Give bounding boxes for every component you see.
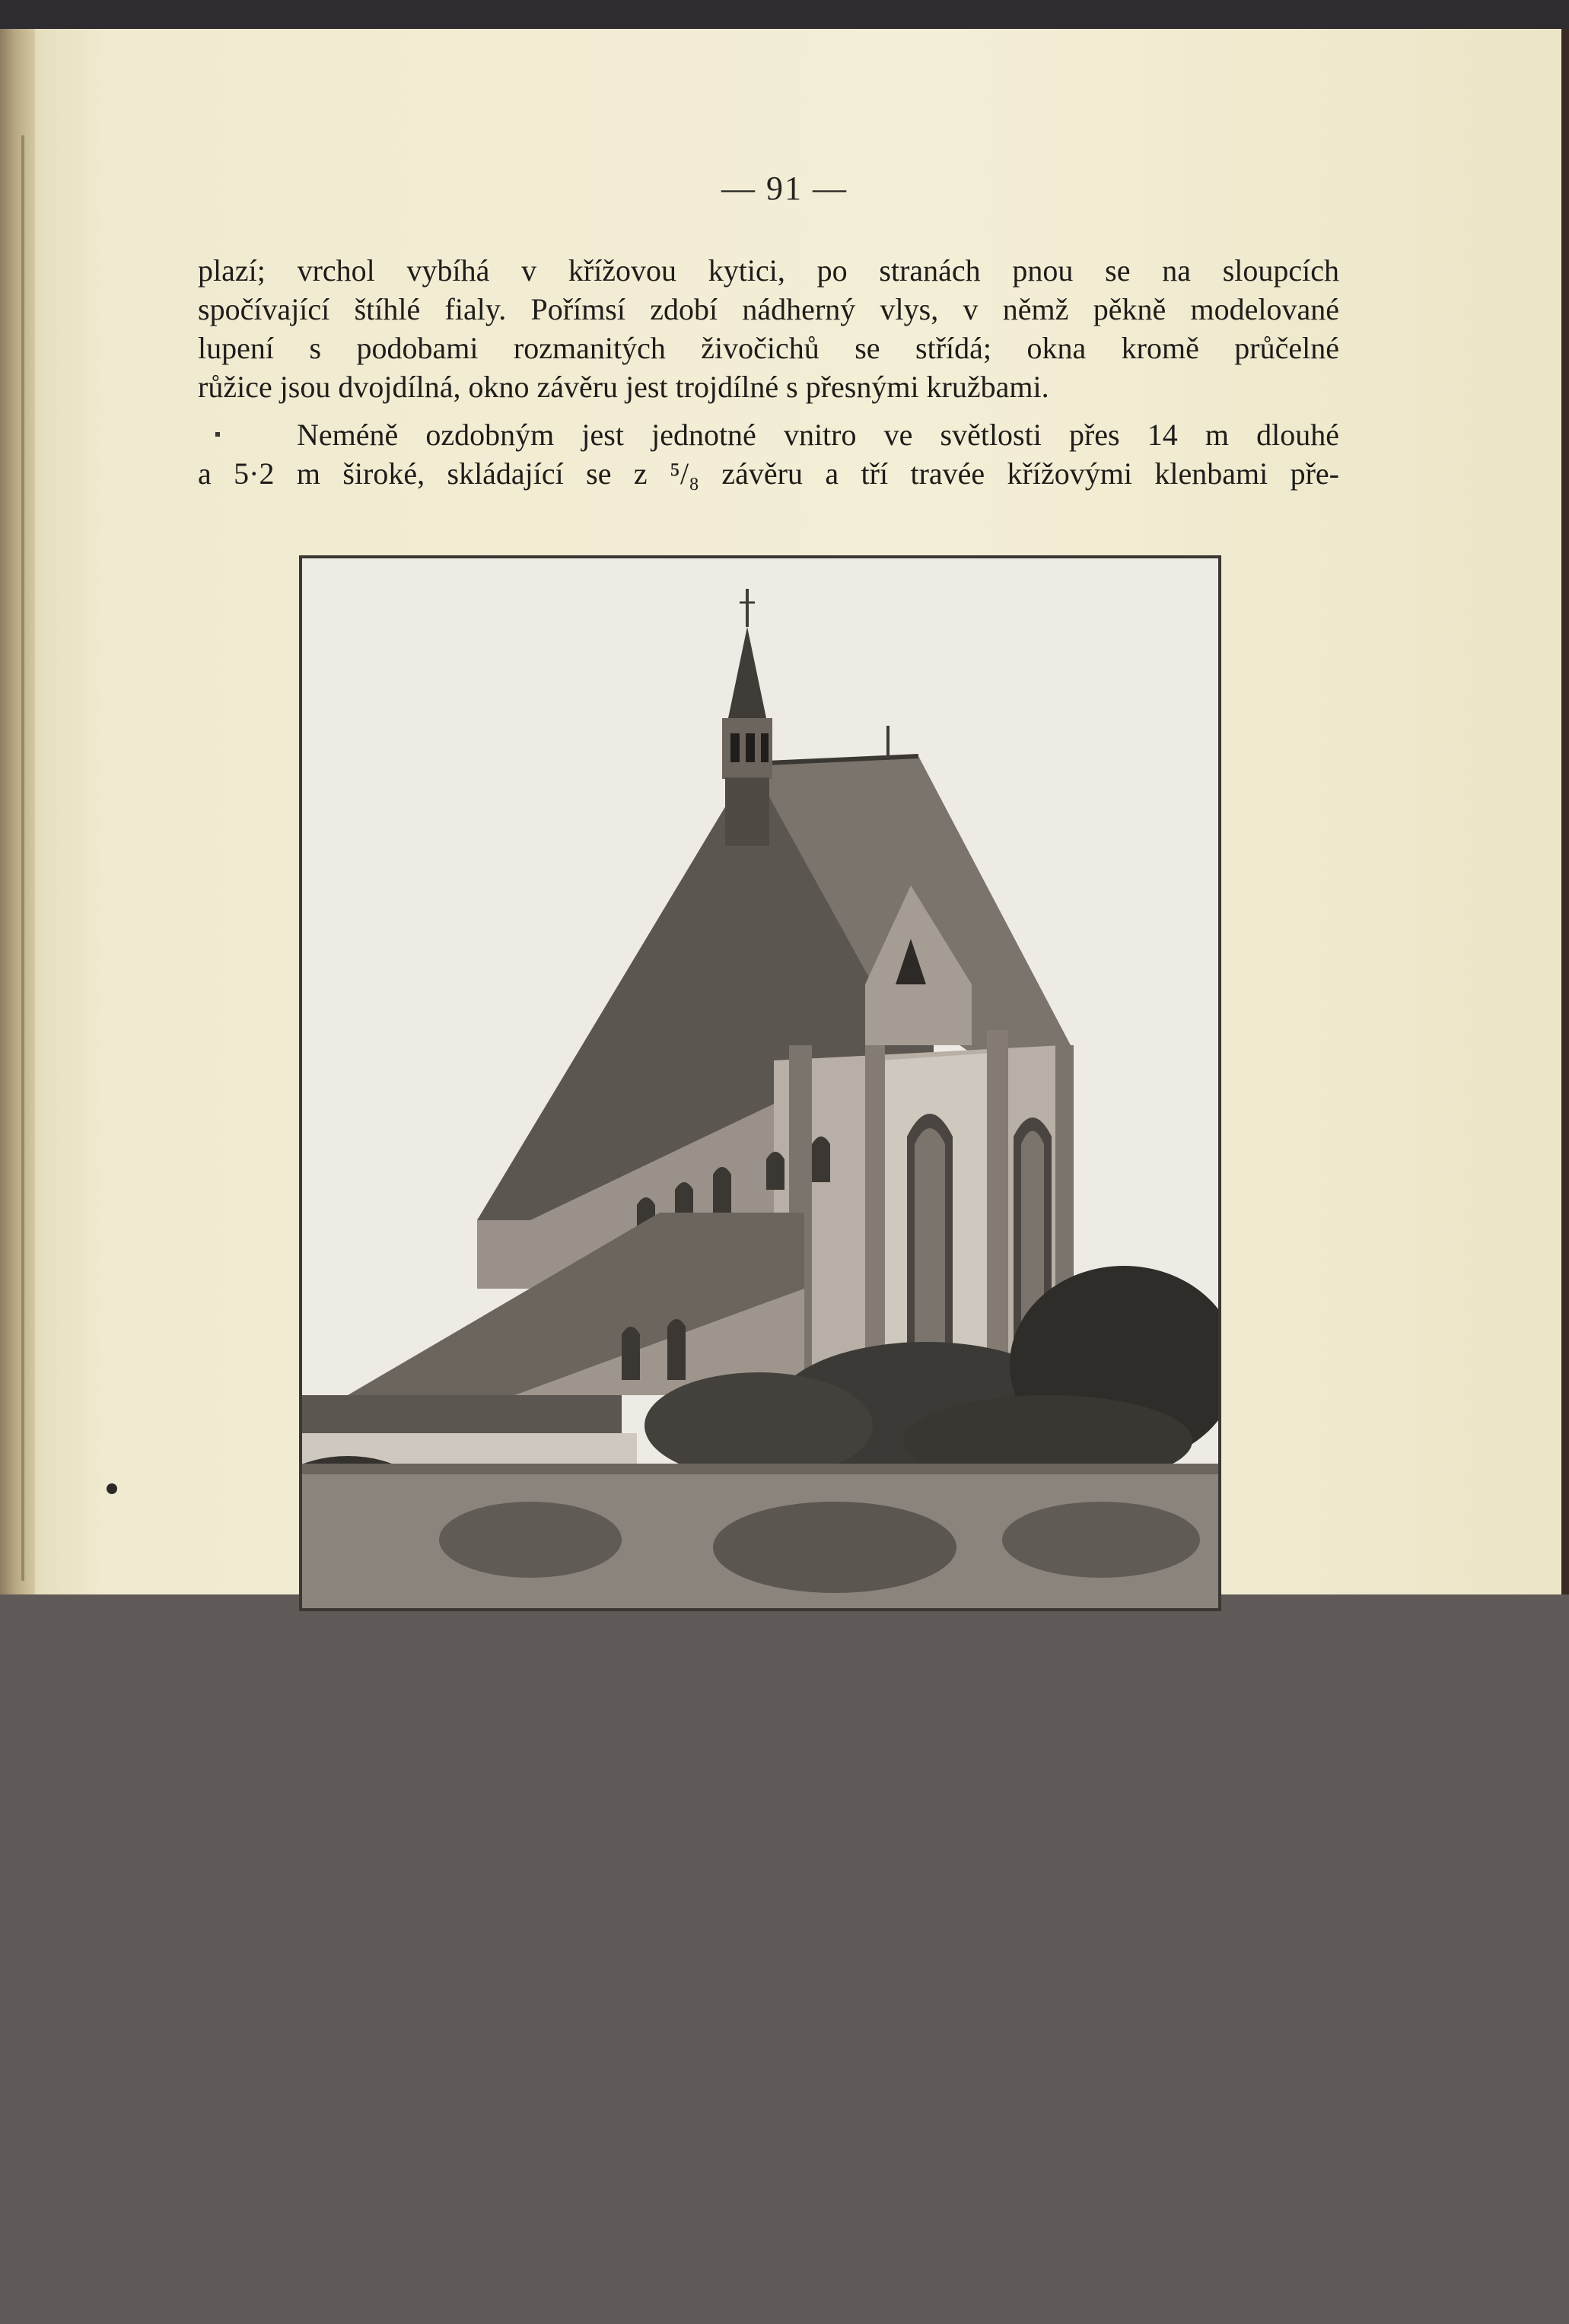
page-right-edge (1561, 29, 1569, 1594)
text-line: lupení s podobami rozmanitých živočichů se střídá; okna kromě průčelné (198, 331, 1339, 365)
page-number-header: — 91 — (721, 170, 848, 207)
text-line: plazí; vrchol vybíhá v křížovou kytici, po stranách pnou se na sloupcích (198, 253, 1339, 288)
body-text (198, 251, 1339, 493)
text-line: růžice jsou dvojdílná, okno závěru jest trojdílné s přesnými kružbami. (198, 370, 1049, 404)
church-illustration (302, 558, 1218, 1608)
top-dark-strip (0, 0, 1569, 32)
ink-dot (107, 1483, 117, 1494)
text-line: spočívající štíhlé fialy. Pořímsí zdobí nádherný vlys, v němž pěkně modelované (198, 292, 1339, 326)
text-line: a 5·2 m široké, skládající se z ⁵/₈ závěru a tří travée křížovými klenbami pře- (198, 456, 1339, 491)
church-photograph (299, 555, 1221, 1611)
text-line: Neméně ozdobným jest jednotné vnitro ve světlosti přes 14 m dlouhé (297, 418, 1339, 452)
book-spine-shadow (0, 29, 35, 1594)
gutter-line (21, 135, 24, 1581)
